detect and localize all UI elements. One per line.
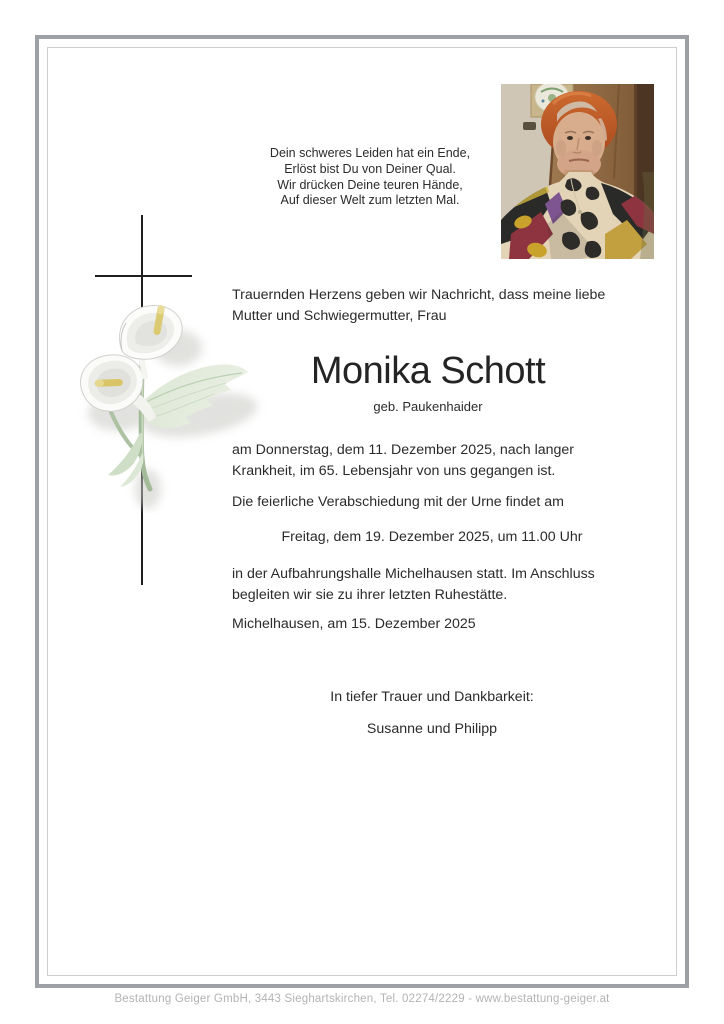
portrait-photo-art bbox=[501, 84, 654, 259]
place-date-text: Michelhausen, am 15. Dezember 2025 bbox=[232, 616, 476, 632]
farewell-datetime-text: Freitag, dem 19. Dezember 2025, um 11.00 Uhr bbox=[281, 529, 583, 545]
mourning-line-text: In tiefer Trauer und Dankbarkeit: bbox=[330, 689, 534, 705]
farewell-intro-text: Die feierliche Verabschiedung mit der Urne findet am bbox=[232, 494, 564, 510]
poem-line: Dein schweres Leiden hat ein Ende, bbox=[269, 146, 471, 160]
farewell-location-text: in der Aufbahrungshalle Michelhausen statt. Im Anschluss begleiten wir sie zu ihrer letzten Ruhestätte. bbox=[232, 566, 595, 603]
deceased-name: Monika Schott bbox=[310, 350, 546, 392]
poem-line: Auf dieser Welt zum letzten Mal. bbox=[280, 193, 460, 208]
photo-wall-latch bbox=[523, 122, 536, 130]
funeral-home-footer: Bestattung Geiger GmbH, 3443 Sieghartskirchen, Tel. 02274/2229 - www.bestattung-geiger.at bbox=[114, 993, 610, 1005]
portrait-photo bbox=[501, 84, 654, 259]
poem-line: Wir drücken Deine teuren Hände, bbox=[277, 177, 463, 192]
maiden-name: geb. Paukenhaider bbox=[373, 399, 483, 414]
death-info-text: am Donnerstag, dem 11. Dezember 2025, nach langer Krankheit, im 65. Lebensjahr von uns gegangen ist. bbox=[232, 442, 575, 479]
cross-icon bbox=[95, 275, 192, 277]
poem-line: Erlöst bist Du von Deiner Qual. bbox=[284, 161, 456, 176]
memorial-poem bbox=[250, 146, 490, 209]
mourners-names-text: Susanne und Philipp bbox=[366, 721, 498, 737]
greeting-text: Trauernden Herzens geben wir Nachricht, dass meine liebe Mutter und Schwiegermutter, Frau bbox=[232, 287, 606, 324]
